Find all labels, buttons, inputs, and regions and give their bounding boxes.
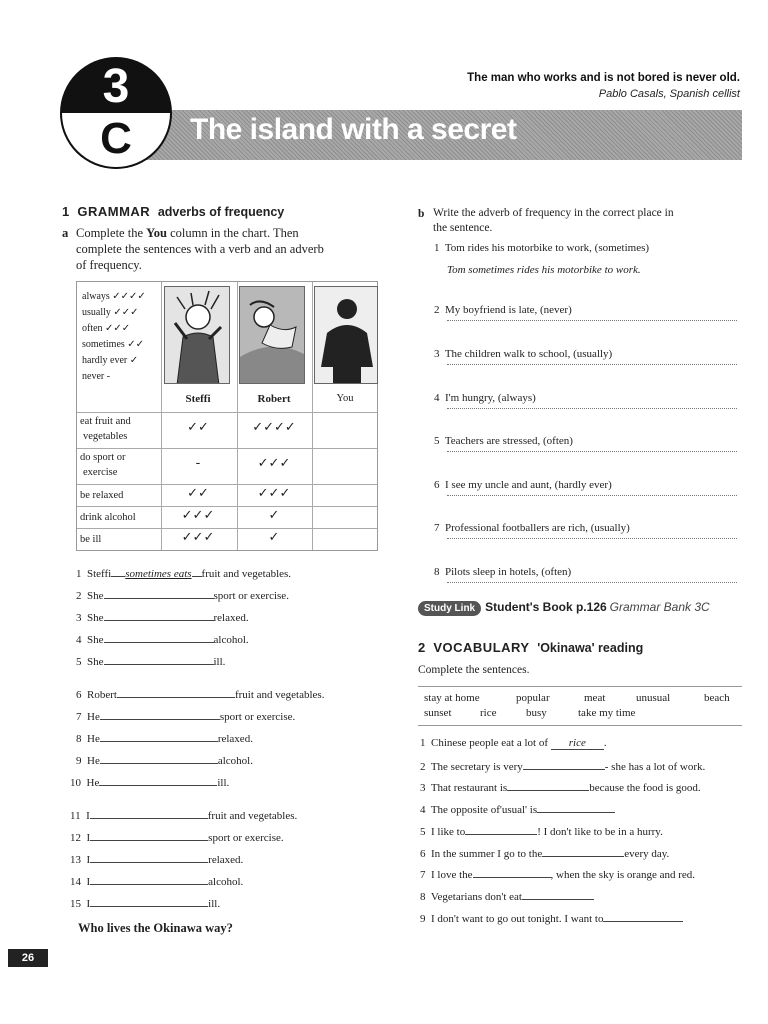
answer-line[interactable] (447, 364, 737, 365)
part-b-instruction (433, 206, 745, 236)
word-box (418, 686, 742, 726)
item-rest: ill. (217, 777, 230, 789)
item-number: 3 (420, 782, 426, 794)
tick-cell: ✓✓ (187, 420, 209, 435)
item-pre: The opposite of'usual' is (430, 804, 538, 816)
item-text: Pilots sleep in hotels, (often) (445, 566, 572, 578)
row-label: be relaxed (80, 490, 124, 501)
item-number: 2 (76, 590, 82, 602)
grammar-instruction-a (62, 225, 68, 241)
sentence-item[interactable] (76, 687, 324, 701)
vocab-title: VOCABULARY (433, 640, 530, 655)
tick-cell: ✓ (268, 508, 280, 523)
vocab-item[interactable] (420, 889, 594, 903)
part-a-text-2: column in the chart. Then (166, 226, 299, 240)
word-option: take my time (578, 707, 636, 719)
vocab-number: 2 (418, 640, 426, 655)
unit-number: 3 (102, 60, 130, 113)
sentence-item[interactable] (70, 852, 243, 866)
item-subject: She (87, 634, 104, 646)
b-item (434, 392, 536, 404)
answer-blank[interactable] (117, 687, 235, 698)
answer-blank[interactable] (537, 802, 615, 813)
word-option: rice (480, 707, 497, 719)
answer-blank[interactable] (603, 911, 683, 922)
steffi-illustration (164, 286, 230, 384)
item-number: 8 (420, 891, 426, 903)
b-example-answer: Tom sometimes rides his motorbike to work. (447, 264, 641, 276)
b-item (434, 479, 612, 491)
item-number: 1 (434, 242, 440, 254)
item-number: 6 (420, 848, 426, 860)
sentence-item[interactable] (76, 588, 289, 602)
word-option: unusual (636, 692, 671, 704)
part-b-line-2: the sentence. (433, 222, 493, 234)
word-option: busy (526, 707, 547, 719)
item-subject: I (86, 832, 91, 844)
item-rest: ill. (208, 898, 221, 910)
item-subject: I (86, 810, 90, 822)
item-number: 3 (434, 348, 440, 360)
answer-blank[interactable] (90, 808, 208, 819)
sentence-item[interactable] (76, 731, 253, 745)
item-number: 12 (70, 832, 81, 844)
freq-never: never - (82, 371, 111, 382)
quote-author: Pablo Casals, Spanish cellist (598, 88, 740, 100)
row-label (80, 414, 131, 444)
item-number: 5 (76, 656, 82, 668)
item-rest: sport or exercise. (219, 711, 296, 723)
answer-blank[interactable] (465, 824, 537, 835)
chart-row-line (77, 528, 377, 529)
item-text: Teachers are stressed, (often) (444, 435, 573, 447)
vocab-item[interactable] (420, 759, 705, 773)
chart-row-line (77, 412, 377, 413)
item-number: 9 (76, 755, 82, 767)
part-b-letter: b (418, 208, 425, 220)
quote-text: The man who works and is not bored is never old. (467, 72, 740, 84)
item-number: 13 (70, 854, 81, 866)
word-option: meat (584, 692, 606, 704)
row-label: be ill (80, 534, 102, 545)
answer-blank[interactable] (104, 610, 214, 621)
item-number: 8 (76, 733, 82, 745)
silhouette-icon (315, 287, 378, 384)
sentence-item[interactable] (70, 808, 297, 822)
item-subject: I (86, 898, 91, 910)
chart-divider (312, 282, 313, 550)
item-post: , when the sky is orange and red. (550, 869, 696, 881)
col-steffi: Steffi (185, 393, 211, 405)
item-number: 1 (76, 568, 82, 580)
b-item (434, 348, 612, 360)
item-pre: I don't want to go out tonight. I want to (431, 913, 604, 925)
stressed-woman-icon (165, 287, 230, 384)
tick-cell: ✓✓✓ (181, 530, 215, 545)
vocab-item[interactable] (420, 911, 683, 925)
item-subject: Steffi (87, 568, 112, 580)
item-text: I see my uncle and aunt, (hardly ever) (445, 479, 612, 491)
closing-question: Who lives the Okinawa way? (78, 921, 233, 935)
row-label-line: vegetables (83, 431, 128, 442)
vocab-item[interactable] (420, 780, 701, 794)
vocab-subtitle: 'Okinawa' reading (537, 641, 644, 655)
item-number: 11 (70, 810, 81, 822)
item-rest: fruit and vegetables. (207, 810, 298, 822)
freq-usually: usually ✓✓✓ (82, 307, 139, 318)
row-label: drink alcohol (80, 512, 136, 523)
word-option: sunset (424, 707, 452, 719)
grammar-heading (62, 204, 284, 219)
answer-line[interactable] (447, 582, 737, 583)
item-text: Professional footballers are rich, (usually) (445, 522, 630, 534)
b-item (434, 566, 571, 578)
item-number: 4 (434, 392, 440, 404)
answer-blank[interactable] (542, 846, 624, 857)
item-number: 8 (434, 566, 440, 578)
item-number: 9 (420, 913, 426, 925)
item-post: . (603, 737, 607, 749)
item-number: 7 (434, 522, 440, 534)
freq-always: always ✓✓✓✓ (82, 291, 146, 302)
b-item (434, 435, 573, 447)
item-rest: relaxed. (217, 733, 253, 745)
item-subject: Robert (87, 689, 117, 701)
item-post: ! I don't like to be in a hurry. (537, 826, 663, 838)
item-subject: He (87, 733, 100, 745)
vocab-instruction: Complete the sentences. (418, 664, 530, 676)
item-rest: fruit and vegetables. (234, 689, 325, 701)
tick-cell: ✓✓✓ (257, 486, 291, 501)
grammar-subtitle: adverbs of frequency (157, 205, 285, 219)
answer-blank[interactable] (99, 775, 217, 786)
freq-sometimes: sometimes ✓✓ (82, 339, 145, 350)
row-label-line: exercise (83, 467, 118, 478)
answer-blank[interactable] (100, 731, 218, 742)
row-label (80, 450, 126, 480)
item-rest: fruit and vegetables. (201, 568, 292, 580)
item-pre: I love the (431, 869, 473, 881)
answer-blank[interactable] (104, 588, 214, 599)
part-b-label (418, 206, 424, 222)
word-option: beach (704, 692, 730, 704)
item-subject: He (87, 711, 100, 723)
tick-cell: ✓✓ (187, 486, 209, 501)
answer-line[interactable] (447, 408, 737, 409)
study-link-grammar-bank: Grammar Bank 3C (609, 600, 710, 614)
answer-blank[interactable] (90, 830, 208, 841)
part-b-line-1: Write the adverb of frequency in the correct place in (433, 207, 674, 219)
answer-blank[interactable] (104, 654, 214, 665)
study-link[interactable] (418, 600, 710, 616)
b-item (434, 242, 649, 254)
col-you: You (336, 393, 354, 404)
quote (467, 72, 740, 100)
col-robert: Robert (257, 393, 291, 405)
chart-row-line (77, 448, 377, 449)
unit-badge (60, 57, 172, 169)
item-number: 5 (420, 826, 426, 838)
unit-letter: C (100, 114, 132, 163)
item-pre: Chinese people eat a lot of (431, 737, 548, 749)
answer-line[interactable] (447, 451, 737, 452)
tick-cell: ✓✓✓✓ (252, 420, 296, 435)
item-pre: Vegetarians don't eat (430, 891, 522, 903)
item-subject: I (86, 854, 91, 866)
study-link-pill: Study Link (418, 601, 481, 616)
part-a-line-3: of frequency. (76, 258, 142, 272)
vocab-item[interactable] (420, 867, 695, 881)
item-subject: She (87, 612, 104, 624)
item-rest: alcohol. (208, 876, 244, 888)
answer-blank[interactable] (522, 889, 594, 900)
chart-row-line (77, 484, 377, 485)
part-a-text (76, 225, 376, 273)
item-number: 7 (76, 711, 82, 723)
page-number: 26 (8, 949, 48, 967)
item-number: 1 (420, 737, 426, 749)
item-number: 4 (76, 634, 82, 646)
item-rest: sport or exercise. (208, 832, 284, 844)
item-number: 3 (76, 612, 82, 624)
item-number: 7 (420, 869, 426, 881)
answer-blank[interactable] (100, 709, 220, 720)
item-pre: That restaurant is (430, 782, 508, 794)
answer-blank[interactable] (473, 867, 551, 878)
grammar-number: 1 (62, 204, 70, 219)
sentence-item[interactable] (70, 830, 284, 844)
vocab-item (420, 737, 607, 750)
item-pre: I like to (431, 826, 466, 838)
item-number: 4 (420, 804, 426, 816)
part-a-text-bold: You (146, 226, 167, 240)
answer-blank[interactable] (90, 852, 208, 863)
frequency-key (82, 289, 146, 385)
item-subject: She (87, 656, 104, 668)
vocabulary-heading (418, 640, 643, 655)
item-rest: alcohol. (217, 755, 253, 767)
vocab-item[interactable] (420, 802, 615, 816)
answer-line[interactable] (447, 320, 737, 321)
tick-cell: - (195, 456, 201, 471)
sentence-item[interactable] (70, 775, 229, 789)
answer-line[interactable] (447, 495, 737, 496)
sentence-item[interactable] (76, 610, 249, 624)
item-text: My boyfriend is late, (never) (445, 304, 572, 316)
tick-cell: ✓ (268, 530, 280, 545)
answer-blank[interactable] (104, 632, 214, 643)
example-answer: rice (551, 738, 604, 750)
item-rest: relaxed. (208, 854, 244, 866)
part-a-line-2: complete the sentences with a verb and an adverb (76, 242, 324, 256)
item-post: every day. (624, 848, 670, 860)
row-label-line: eat fruit and (80, 416, 131, 427)
row-label-line: do sport or (80, 452, 126, 463)
chart-row-line (77, 506, 377, 507)
answer-blank[interactable] (523, 759, 605, 770)
word-option: popular (516, 692, 550, 704)
answer-blank[interactable] (90, 896, 208, 907)
you-illustration (314, 286, 378, 384)
answer-blank[interactable] (507, 780, 589, 791)
item-pre: In the summer I go to the (431, 848, 543, 860)
robert-illustration (239, 286, 305, 384)
item-text: I'm hungry, (always) (445, 392, 536, 404)
item-rest: ill. (213, 656, 226, 668)
item-number: 2 (434, 304, 440, 316)
word-option: stay at home (424, 692, 480, 704)
item-subject: He (86, 777, 100, 789)
tick-cell: ✓✓✓ (257, 456, 291, 471)
example-answer: sometimes eats (125, 568, 192, 580)
grammar-title: GRAMMAR (77, 204, 151, 219)
part-a-text-1: Complete the (76, 226, 147, 240)
item-number: 6 (76, 689, 82, 701)
sentence-item[interactable] (76, 632, 249, 646)
study-link-text: Student's Book p.126 (485, 600, 607, 614)
sentence-item[interactable] (76, 654, 225, 668)
answer-blank[interactable] (100, 753, 218, 764)
sentence-item[interactable] (70, 896, 220, 910)
answer-line[interactable] (447, 538, 737, 539)
freq-hardly-ever: hardly ever ✓ (82, 355, 139, 366)
item-number: 15 (70, 898, 81, 910)
item-rest: sport or exercise. (213, 590, 289, 602)
item-number: 10 (70, 777, 81, 789)
answer-blank[interactable] (90, 874, 208, 885)
item-pre: The secretary is very (430, 761, 523, 773)
item-rest: alcohol. (213, 634, 249, 646)
freq-often: often ✓✓✓ (82, 323, 131, 334)
item-rest: relaxed. (213, 612, 249, 624)
b-item (434, 522, 630, 534)
sentence-item[interactable] (70, 874, 243, 888)
item-number: 6 (434, 479, 440, 491)
item-text: Tom rides his motorbike to work, (sometimes) (444, 242, 650, 254)
b-item (434, 304, 572, 316)
item-post: because the food is good. (589, 782, 701, 794)
vocab-item[interactable] (420, 846, 669, 860)
sentence-item[interactable] (76, 753, 253, 767)
item-number: 5 (434, 435, 440, 447)
tick-cell: ✓✓✓ (181, 508, 215, 523)
sentence-item[interactable] (76, 709, 295, 723)
sentence-item (76, 566, 291, 580)
part-a-label: a (62, 226, 69, 240)
item-number: 2 (420, 761, 426, 773)
item-text: The children walk to school, (usually) (444, 348, 613, 360)
vocab-item[interactable] (420, 824, 663, 838)
item-subject: He (87, 755, 100, 767)
item-subject: She (87, 590, 104, 602)
relaxed-man-icon (240, 287, 305, 384)
item-post: - she has a lot of work. (604, 761, 706, 773)
page-title: The island with a secret (190, 113, 517, 146)
item-number: 14 (70, 876, 81, 888)
item-subject: I (86, 876, 91, 888)
